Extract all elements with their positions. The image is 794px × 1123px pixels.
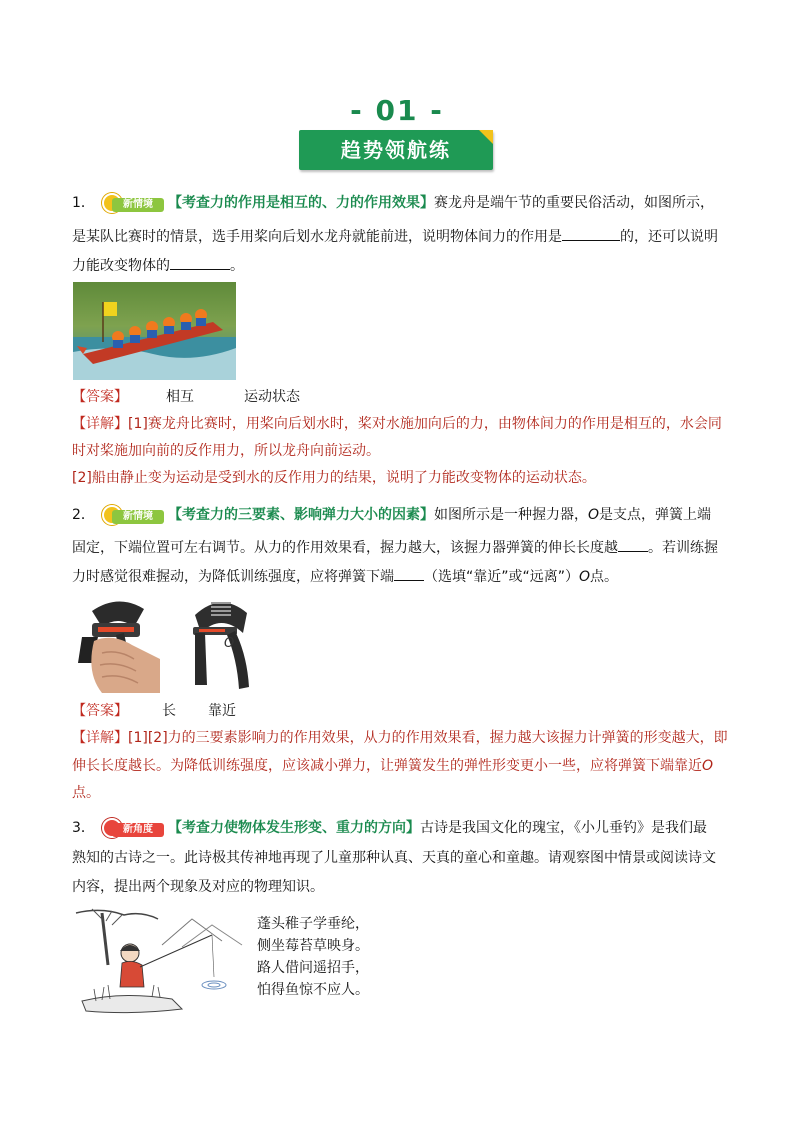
q2-topic-tag: 【考查力的三要素、影响弹力大小的因素】 <box>168 507 434 523</box>
q2-answer-1: 长 <box>162 703 176 719</box>
q2-line1 <box>72 505 732 525</box>
q2-detail-label: 【详解】 <box>72 730 128 746</box>
dragon-boat-image <box>73 282 236 380</box>
q1-blank-2[interactable] <box>170 255 230 270</box>
q3-badge <box>100 818 166 838</box>
q2-line3 <box>72 566 732 587</box>
q1-text-1: 赛龙舟是端午节的重要民俗活动，如图所示， <box>434 195 714 211</box>
q2-line2 <box>72 537 732 558</box>
q1-line3 <box>72 255 732 276</box>
hand-gripper-photo <box>72 593 164 693</box>
q2-detail-point-o: O <box>702 758 714 774</box>
q1-detail-line3: [2]船由静止变为运动是受到水的反作用力的结果，说明了力能改变物体的运动状态。 <box>72 470 596 486</box>
gripper-point-o-label: O <box>224 636 235 651</box>
q3-badge-label: 新角度 <box>112 823 164 837</box>
q2-answer-label: 【答案】 <box>72 703 128 719</box>
q1-detail-text-1: [1]赛龙舟比赛时，用桨向后划水时，桨对水施加向后的力，由物体间力的作用是相互的，水会同 <box>128 416 722 432</box>
q3-line1 <box>72 818 732 838</box>
q1-detail-line2: 时对桨施加向前的反作用力，所以龙舟向前运动。 <box>72 443 380 459</box>
q2-text-3a: 力时感觉很难握动，为降低训练强度，应将弹簧下端 <box>72 569 394 585</box>
q1-badge-label: 新情境 <box>112 198 164 212</box>
q2-badge <box>100 505 166 525</box>
child-fishing-illustration <box>72 905 248 1017</box>
q2-text-3b: （选填“靠近”或“远离”） <box>424 569 580 585</box>
q1-text-2b: 的，还可以说明 <box>620 229 718 245</box>
q2-detail-line2 <box>72 756 732 776</box>
q1-answer-row <box>72 387 732 407</box>
section-number: - 01 - <box>350 94 444 127</box>
q2-answer-row <box>72 701 732 721</box>
poem-line-4: 怕得鱼惊不应人。 <box>257 982 369 998</box>
q2-text-1a: 如图所示是一种握力器， <box>434 507 588 523</box>
section-title: 趋势领航练 <box>341 138 451 162</box>
q3-topic-tag: 【考查力使物体发生形变、重力的方向】 <box>168 820 420 836</box>
q3-line2: 熟知的古诗之一。此诗极其传神地再现了儿童那种认真、天真的童心和童趣。请观察图中情景或阅读诗文 <box>72 850 716 866</box>
q1-line1 <box>72 193 732 213</box>
q2-point-o-2: O <box>579 569 591 585</box>
q1-blank-1[interactable] <box>562 226 620 241</box>
poem-line-1: 蓬头稚子学垂纶， <box>257 916 369 932</box>
q3-text-1: 古诗是我国文化的瑰宝，《小儿垂钓》是我们最 <box>420 820 707 836</box>
poem <box>257 913 369 1001</box>
q1-detail-label: 【详解】 <box>72 416 128 432</box>
q3-number: 3． <box>72 820 95 836</box>
q1-answer-1: 相互 <box>166 389 194 405</box>
q1-text-3b: 。 <box>230 258 244 274</box>
hand-gripper-diagram <box>185 593 257 693</box>
q2-detail-line1 <box>72 728 732 748</box>
q2-text-2a: 固定，下端位置可左右调节。从力的作用效果看，握力越大，该握力器弹簧的伸长长度越 <box>72 540 618 556</box>
q1-text-2a: 是某队比赛时的情景，选手用桨向后划水龙舟就能前进，说明物体间力的作用是 <box>72 229 562 245</box>
q3-line3: 内容，提出两个现象及对应的物理知识。 <box>72 879 324 895</box>
q1-topic-tag: 【考查力的作用是相互的、力的作用效果】 <box>168 195 434 211</box>
section-banner <box>299 130 493 170</box>
q1-number: 1． <box>72 195 95 211</box>
q2-point-o: O <box>588 507 600 523</box>
poem-line-3: 路人借问遥招手， <box>257 960 369 976</box>
q2-blank-1[interactable] <box>618 537 648 552</box>
poem-line-2: 侧坐莓苔草映身。 <box>257 938 369 954</box>
q1-answer-2: 运动状态 <box>244 389 300 405</box>
q2-blank-2[interactable] <box>394 566 424 581</box>
q2-text-1b: 是支点，弹簧上端 <box>599 507 712 523</box>
q1-badge <box>100 193 166 213</box>
q2-badge-label: 新情境 <box>112 510 164 524</box>
q2-number: 2． <box>72 507 95 523</box>
q2-text-3c: 点。 <box>590 569 619 585</box>
q2-detail-line3: 点。 <box>72 785 100 801</box>
q2-answer-2: 靠近 <box>208 703 236 719</box>
q2-text-2b: 。若训练握 <box>648 540 718 556</box>
q1-answer-label: 【答案】 <box>72 389 128 405</box>
q2-detail-text-2a: 伸长长度越长。为降低训练强度，应该减小弹力，让弹簧发生的弹性形变更小一些，应将弹簧下端靠近 <box>72 758 702 774</box>
q1-text-3a: 力能改变物体的 <box>72 258 170 274</box>
q1-line2 <box>72 226 732 247</box>
q2-detail-text-1: [1][2]力的三要素影响力的作用效果，从力的作用效果看，握力越大该握力计弹簧的形变越大，即 <box>128 730 728 746</box>
q1-detail-line1 <box>72 414 732 434</box>
